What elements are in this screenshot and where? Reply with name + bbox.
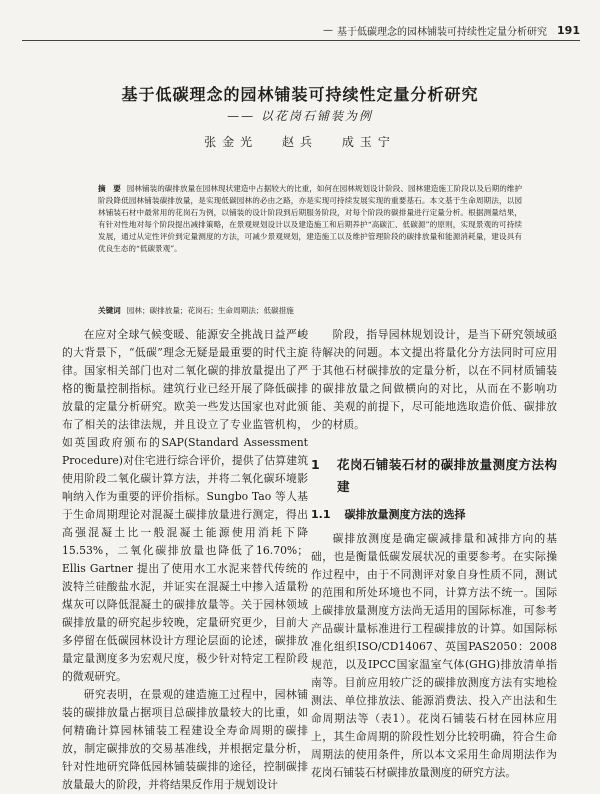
- body-paragraph: 阶段，指导园林规划设计，是当下研究领域亟待解决的问题。本文提出将量化分方法同时可应用于其他石材碳排放的定量分析，以在不同材质铺装的碳排放量之间做横向的对比，从而在不影响功能、美观的前提下，尽可能地选取造价低、碳排放少的材质。: [311, 328, 557, 431]
- body-paragraph: 研究表明，在景观的建造施工过程中，园林铺装的碳排放量占据项目总碳排放量较大的比重，如何精确计算园林铺装工程建设全寿命周期的碳排放，制定碳排放的交易基准线，并根据定量分析，针对性地研究降低园林铺装碳排的途径，控制碳排放量最大的阶段，并将结果反作用于规划设计: [62, 688, 308, 791]
- author-3: 成玉宁: [341, 135, 396, 149]
- subsection-heading: [311, 506, 557, 524]
- body-paragraph: 碳排放测度是确定碳减排量和减排方向的基础，也是衡量低碳发展状况的重要参考。在实际操作过程中，由于不同测评对象自身性质不同，测试的范围和所处环境也不同，计算方法不统一。国际上碳排放量测度方法尚无适用的国际标准，可参考产品碳计量标准进行工程碳排放的计算。如国际标准化组织ISO/CD14067、英国PAS2050：2008规范，以及IPCC国家温室气体(GHG)排放清单指南等。目前应用较广泛的碳排放测度方法有实地检测法、单位排放法、能源消费法、投入产出法和生命周期法等（表1）。花岗石铺装石材在园林应用上，其生命周期的阶段性划分比较明确，符合生命周期法的使用条件，所以本文采用生命周期法作为花岗石铺装石材碳排放量测度的研究方法。: [311, 532, 557, 779]
- section-number: 1: [311, 457, 320, 472]
- paper-title: 基于低碳理念的园林铺装可持续性定量分析研究: [121, 85, 479, 104]
- abstract: [98, 183, 522, 255]
- running-header: [323, 22, 580, 38]
- subsection-title: 碳排放量测度方法的选择: [344, 508, 466, 521]
- right-column: [311, 326, 557, 782]
- author-list: [0, 133, 600, 150]
- abstract-label: 摘 要: [98, 184, 121, 193]
- header-dash: —: [323, 24, 334, 36]
- header-rule: [22, 40, 580, 41]
- running-title: 基于低碳理念的园林铺装可持续性定量分析研究: [337, 26, 548, 38]
- author-2a: 赵: [281, 135, 300, 149]
- page-number: 191: [557, 23, 580, 37]
- abstract-text: 园林铺装的碳排放量在园林现状建造中占据较大的比重，如何在园林规划设计阶段、园林建造施工阶段以及后期的维护阶段降低园林铺装碳排放量，是实现低碳园林的必由之路，亦是实现可持续发展实现的重要基石。本文基于生命周期法，以园林铺装石材中最常用的花岗石为例，以铺装的设计阶段到后期服务阶段，对每个阶段的碳排量进行定量分析。根据测量结果，有针对性地对每个阶段提出减排策略，在景观规划设计以及建造施工和后期养护“高碳汇、低碳源”的原则，实现景观的可持续发展，通过从定性评价到定量测度的方法，可减少景观规划，建造施工以及维护管理阶段的碳排放量和能源消耗量，建设具有优良生态的“低碳景观”。: [98, 184, 523, 253]
- author-1: 张金光: [204, 135, 259, 149]
- author-2b: 兵: [300, 135, 319, 149]
- keywords-text: 园林；碳排放量；花岗石；生命周期法；低碳措施: [126, 306, 294, 315]
- section-title: 花岗石铺装石材的碳排放量测度方法构建: [337, 457, 557, 494]
- keywords: [98, 305, 522, 317]
- body-paragraph: 在应对全球气候变暖、能源安全挑战日益严峻的大背景下，“低碳”理念无疑是最重要的时代主旋律。国家相关部门也对二氧化碳的排放量提出了严格的衡量控制指标。建筑行业已经开展了降低碳排放量的定量分析研究。欧美一些发达国家也对此颁布了相关的法律法规，并且设立了专业监管机构，如英国政府颁布的SAP(Standard Assessment Procedure)对住宅进行综合评价，提供了估算建筑使用阶段二氧化碳计算方法，并将二氧化碳环境影响纳入作为重要的评价指标。Sungbo Tao 等人基于生命周期理论对混凝土碳排放量进行测定，得出高强混凝土比一般混凝土能源使用消耗下降15.53%，二氧化碳排放量也降低了16.70%；Ellis Gartner 提出了使用水工水泥来替代传统的波特兰硅酸盐水泥，并证实在混凝土中掺入适量粉煤灰可以降低混凝土的碳排放量等。关于园林领域碳排放量的研究起步较晚，定量研究更少，目前大多停留在低碳园林设计方理论层面的论述，碳排放量定量测度多为宏观尺度，极少针对特定工程阶段的微观研究。: [62, 328, 308, 683]
- left-column: [62, 326, 308, 794]
- paper-subtitle: —— 以花岗石铺装为例: [227, 109, 373, 123]
- section-heading: [311, 454, 557, 498]
- keywords-label: 关键词: [98, 306, 121, 315]
- subsection-number: 1.1: [311, 508, 331, 521]
